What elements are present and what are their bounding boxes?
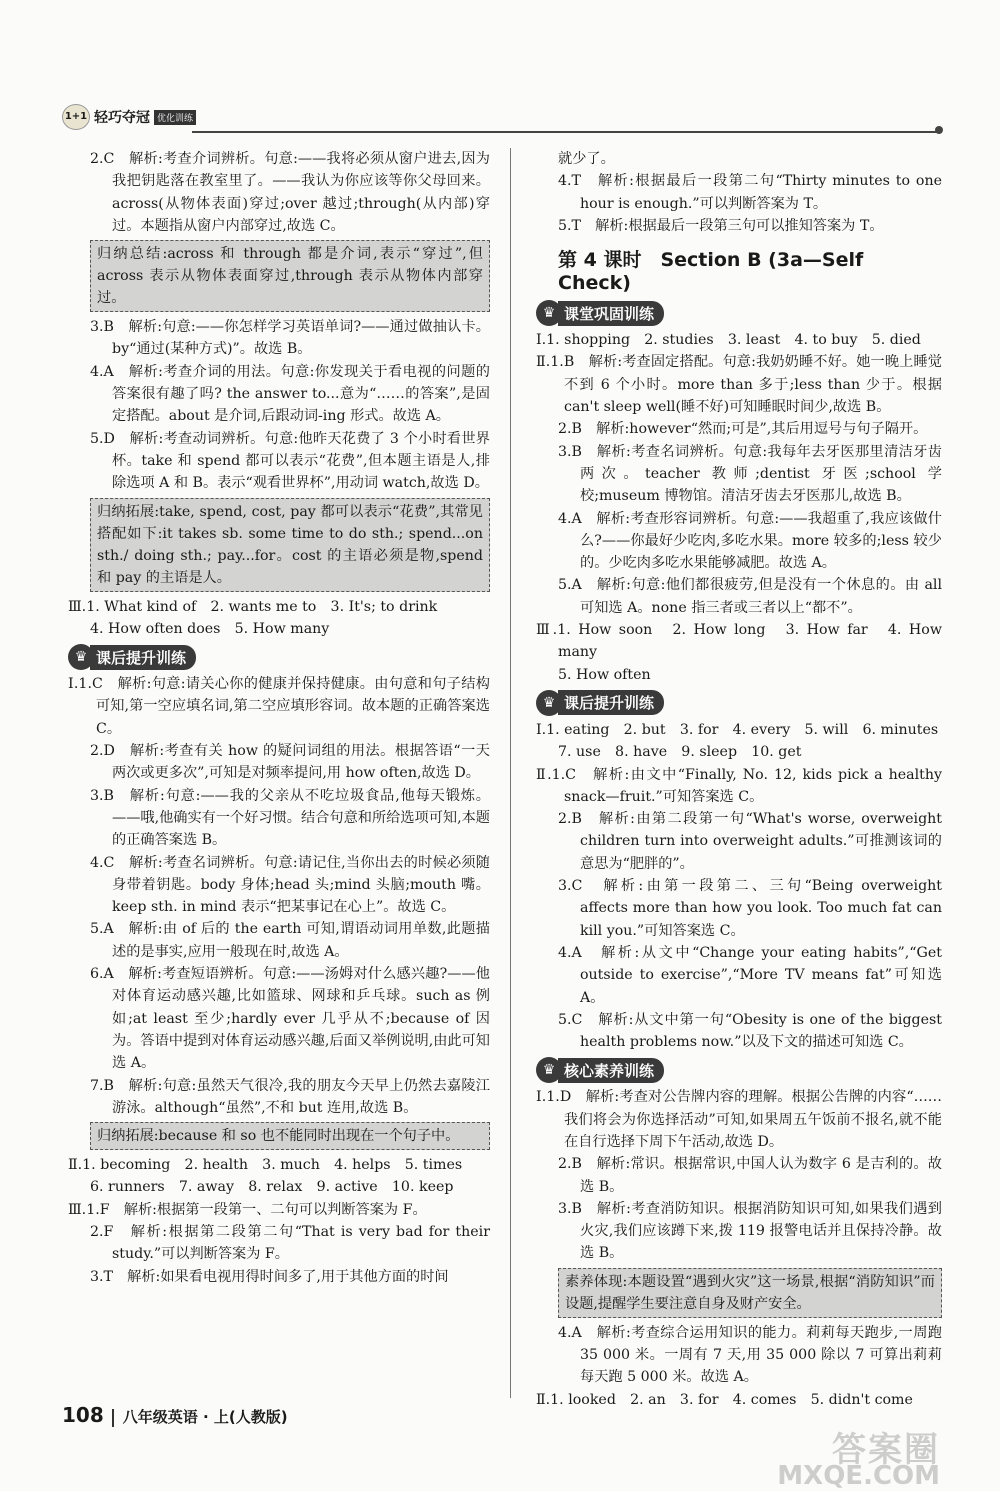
section-title (68, 644, 490, 670)
answer-row: Ⅱ.1. looked 2. an 3. for 4. comes 5. didn't come (536, 1391, 913, 1408)
left-column (68, 148, 490, 1288)
answer-row: 7. use 8. have 9. sleep 10. get (558, 744, 802, 761)
answer-item: 3.B 解析:考查名词辨析。句意:我每年去牙医那里清洁牙齿两次。teacher 教师;dentist 牙医;school 学校;museum 博物馆。清洁牙齿去牙医那儿,故选 B。 (558, 443, 942, 505)
answer-item: 2.D 解析:考查有关 how 的疑问词组的用法。根据答语“一天两次或更多次”,可知是对频率提问,用 how often,故选 D。 (90, 743, 490, 782)
logo-text: 轻巧夺冠 (94, 110, 150, 126)
section-title (536, 300, 942, 326)
page-number: 108 (62, 1403, 104, 1427)
answer-item: 3.B 解析:考查消防知识。根据消防知识可知,如果我们遇到火灾,我们应该蹲下来,拨 119 报警电话并且保持冷静。故选 B。 (558, 1200, 942, 1262)
book-title: 八年级英语 · 上(人教版) (122, 1408, 288, 1426)
answer-row: 4. How often does 5. How many (90, 620, 330, 637)
section-label: 课后提升训练 (90, 645, 196, 670)
page-header (62, 104, 939, 134)
answer-item: Ⅰ.1.D 解析:考查对公告牌内容的理解。根据公告牌的内容“……我们将会为你选择活动”可知,如果周五午饭前不报名,就不能在自行选择下周下午活动,故选 D。 (536, 1089, 942, 1150)
answer-row: 6. runners 7. away 8. relax 9. active 10. keep (90, 1179, 454, 1196)
answer-item: Ⅱ.1.B 解析:考查固定搭配。句意:我奶奶睡不好。她一晚上睡觉不到 6 个小时。more than 多于;less than 少于。根据 can't sleep well(睡不好)可知睡眠时间少,故选 B。 (536, 354, 942, 416)
answer-item: 4.A 解析:考查形容词辨析。句意:——我超重了,我应该做什么?——你最好少吃肉,多吃水果。more 较多的;less 较少的。少吃肉多吃水果能够减肥。故选 A。 (558, 510, 942, 572)
summary-note: 归纳总结:across 和 through 都是介词,表示“穿过”,但 across 表示从物体表面穿过,through 表示从物体内部穿过。 (90, 240, 490, 312)
answer-item: 2.B 解析:由第二段第一句“What's worse, overweight children turn into overweight adults.”可推测该词的意思为“肥胖的”。 (558, 811, 942, 872)
answer-item: 2.B 解析:常识。根据常识,中国人认为数字 6 是吉利的。故选 B。 (558, 1156, 942, 1195)
answer-row: Ⅰ.1. shopping 2. studies 3. least 4. to buy 5. died (536, 332, 921, 349)
crown-icon: ♛ (68, 644, 94, 670)
right-column (536, 148, 942, 1411)
answer-item: Ⅰ.1.C 解析:句意:请关心你的健康并保持健康。由句意和句子结构可知,第一空应填名词,第二空应填形容词。故本题的正确答案选 C。 (68, 676, 490, 737)
answer-item: 6.A 解析:考查短语辨析。句意:——汤姆对什么感兴趣?——他对体育运动感兴趣,比如篮球、网球和乒乓球。such as 例如;at least 至少;hardly ever 几乎从不;because of 因为。答语中提到对体育运动感兴趣,后面又举例说明,由此可知选 A。 (90, 966, 490, 1072)
answer-item: 5.A 解析:句意:他们都很疲劳,但是没有一个休息的。由 all 可知选 A。none 指三者或三者以上“都不”。 (558, 577, 942, 616)
answer-item: 7.B 解析:句意:虽然天气很冷,我的朋友今天早上仍然去嘉陵江游泳。although“虽然”,不和 but 连用,故选 B。 (90, 1077, 490, 1116)
answer-continuation: 就少了。 (558, 151, 615, 167)
footer-separator (112, 1409, 114, 1427)
answer-item: 2.B 解析:however“然而;可是”,其后用逗号与句子隔开。 (558, 421, 928, 438)
answer-item: 4.A 解析:考查介词的用法。句意:你发现关于看电视的问题的答案很有趣了吗? the answer to...意为“……的答案”,是固定搭配。about 是介词,后跟动词-ing 形式。故选 A。 (90, 363, 490, 425)
section-title (536, 1057, 942, 1083)
header-rule (192, 131, 939, 133)
answer-item: 4.T 解析:根据最后一段第二句“Thirty minutes to one hour is enough.”可以判断答案为 T。 (558, 173, 942, 212)
answer-item: 3.T 解析:如果看电视用得时间多了,用于其他方面的时间 (90, 1268, 449, 1285)
section-label: 课堂巩固训练 (558, 301, 664, 326)
answer-item: Ⅲ.1.F 解析:根据第一段第一、二句可以判断答案为 F。 (68, 1201, 427, 1218)
literacy-note: 素养体现:本题设置“遇到火灾”这一场景,根据“消防知识”而设题,提醒学生要注意自身及财产安全。 (558, 1268, 942, 1318)
section-title (536, 690, 942, 716)
extension-note: 归纳拓展:take, spend, cost, pay 都可以表示“花费”,其常见搭配如下:it takes sb. some time to do sth.; spend...on sth./ doing sth.; pay...for。cost 的主语必须是物,spend 和 pay 的主语是人。 (90, 498, 490, 592)
answer-row: Ⅰ.1. eating 2. but 3. for 4. every 5. will 6. minutes (536, 721, 939, 738)
section-label: 课后提升训练 (558, 690, 664, 715)
extension-note: 归纳拓展:because 和 so 也不能同时出现在一个句子中。 (90, 1122, 490, 1150)
lesson-title: 第 4 课时 Section B (3a—Self Check) (558, 249, 864, 295)
answer-item: 3.B 解析:句意:——你怎样学习英语单词?——通过做抽认卡。by“通过(某种方式)”。故选 B。 (90, 319, 490, 358)
brand-logo (62, 104, 196, 130)
watermark-url: MXQE.COM (777, 1461, 940, 1491)
answer-item: 5.C 解析:从文中第一句“Obesity is one of the biggest health problems now.”以及下文的描述可知选 C。 (558, 1011, 942, 1051)
logo-icon: 1+1 (62, 104, 90, 130)
answer-row: Ⅱ.1. becoming 2. health 3. much 4. helps 5. times (68, 1157, 463, 1174)
answer-item: 4.A 解析:从文中“Change your eating habits”,“Get outside to exercise”,“More TV means fat”可知选 A。 (558, 944, 942, 1006)
answer-item: 3.C 解析:由第一段第二、三句“Being overweight affects more than how you look. Too much fat can kill you.”可知答案选 C。 (558, 878, 942, 939)
answer-row: 5. How often (558, 666, 651, 683)
header-rule-dot-icon (935, 126, 943, 134)
crown-icon: ♛ (536, 300, 562, 326)
answer-row: Ⅲ.1. What kind of 2. wants me to 3. It's; to drink (68, 598, 438, 615)
watermark-text: 答案圈 (832, 1430, 940, 1470)
answer-item: 5.A 解析:由 of 后的 the earth 可知,谓语动词用单数,此题描述的是事实,应用一般现在时,故选 A。 (90, 921, 490, 960)
answer-item: 5.T 解析:根据最后一段第三句可以推知答案为 T。 (558, 217, 884, 234)
page-footer (62, 1403, 288, 1427)
answer-item: 5.D 解析:考查动词辨析。句意:他昨天花费了 3 个小时看世界杯。take 和 spend 都可以表示“花费”,但本题主语是人,排除选项 A 和 B。表示“观看世界杯”,用动词 watch,故选 D。 (90, 430, 490, 492)
answer-row: Ⅲ.1. How soon 2. How long 3. How far 4. How many (536, 622, 942, 661)
answer-item: 2.F 解析:根据第二段第二句“That is very bad for their study.”可以判断答案为 F。 (90, 1223, 490, 1263)
answer-item: 4.A 解析:考查综合运用知识的能力。莉莉每天跑步,一周跑 35 000 米。一周有 7 天,用 35 000 除以 7 可算出莉莉每天跑 5 000 米。故选 A。 (558, 1324, 942, 1386)
logo-subtitle: 优化训练 (154, 110, 196, 125)
answer-item: 4.C 解析:考查名词辨析。句意:请记住,当你出去的时候必须随身带着钥匙。body 身体;head 头;mind 头脑;mouth 嘴。keep sth. in mind 表示“把某事记在心上”。故选 C。 (90, 854, 490, 916)
column-divider (510, 148, 511, 1398)
crown-icon: ♛ (536, 1057, 562, 1083)
section-label: 核心素养训练 (558, 1058, 664, 1083)
answer-item: 2.C 解析:考查介词辨析。句意:——我将必须从窗户进去,因为我把钥匙落在教室里了。——我认为你应该等你父母回来。across(从物体表面)穿过;over 越过;through(从内部)穿过。本题指从窗户内部穿过,故选 C。 (90, 151, 490, 234)
crown-icon: ♛ (536, 690, 562, 716)
answer-item: 3.B 解析:句意:——我的父亲从不吃垃圾食品,他每天锻炼。——哦,他确实有一个好习惯。结合句意和所给选项可知,本题的正确答案选 B。 (90, 787, 490, 849)
answer-item: Ⅱ.1.C 解析:由文中“Finally, No. 12, kids pick a healthy snack—fruit.”可知答案选 C。 (536, 766, 942, 805)
